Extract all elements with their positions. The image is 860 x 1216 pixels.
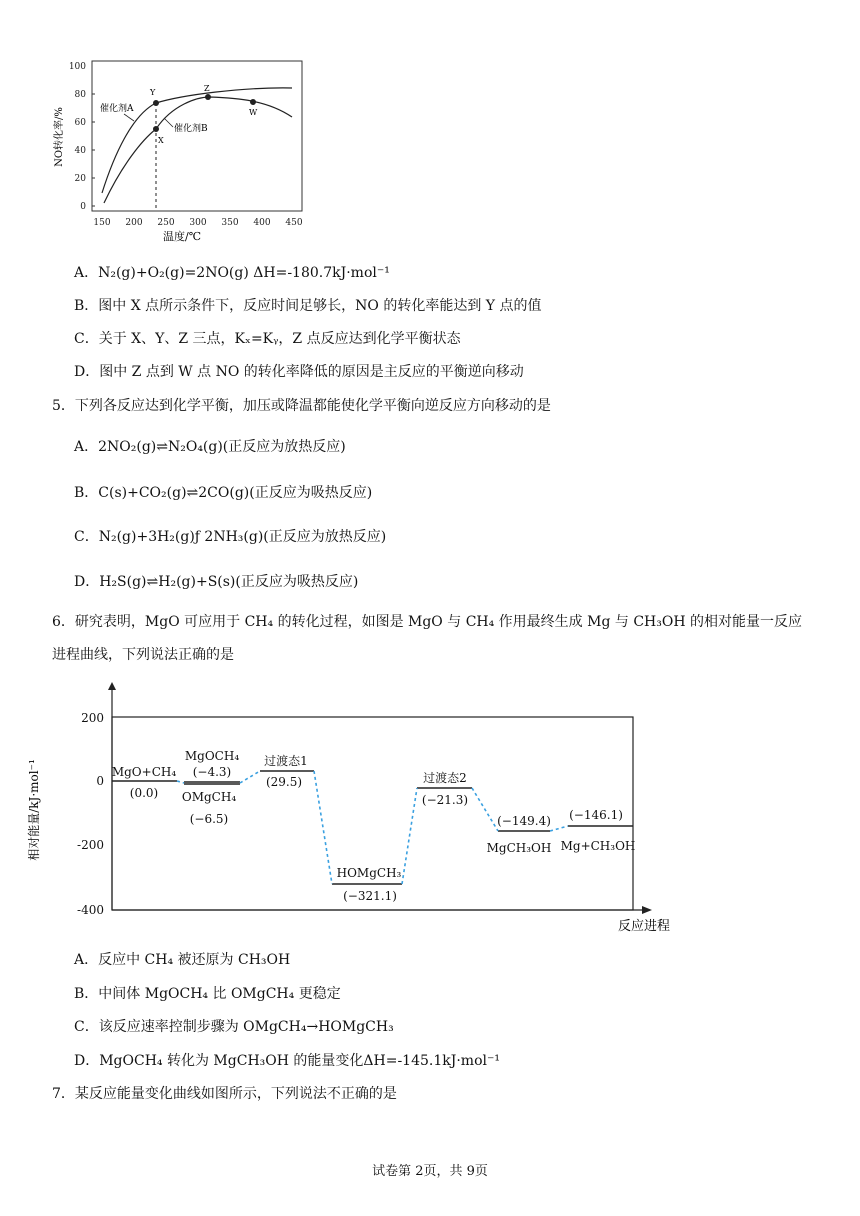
x-tick: 400 xyxy=(253,218,271,228)
state-name: MgOCH₄ xyxy=(184,749,240,763)
label-x: X xyxy=(158,136,164,145)
state-name: MgO+CH₄ xyxy=(111,765,177,779)
q6-stem-line2: 进程曲线，下列说法正确的是 xyxy=(52,647,234,663)
state-value: (−4.3) xyxy=(192,765,232,779)
state-value: (−6.5) xyxy=(189,812,229,826)
y-tick: 20 xyxy=(74,174,86,184)
q5-option-c: C．N₂(g)+3H₂(g)ƒ 2NH₃(g)(正反应为放热反应) xyxy=(74,529,387,545)
x-tick: 300 xyxy=(189,218,207,228)
q4-option-d: D．图中 Z 点到 W 点 NO 的转化率降低的原因是主反应的平衡逆向移动 xyxy=(74,364,524,380)
x-tick: 200 xyxy=(125,218,143,228)
label-w: W xyxy=(249,108,258,117)
y-tick: 60 xyxy=(74,118,86,128)
state-value: (−21.3) xyxy=(421,793,469,807)
label-z: Z xyxy=(204,84,210,93)
x-axis-label: 反应进程 xyxy=(618,919,671,934)
q4-option-b: B．图中 X 点所示条件下，反应时间足够长，NO 的转化率能达到 Y 点的值 xyxy=(74,298,542,314)
y-tick: -200 xyxy=(77,838,104,852)
q5-option-a: A．2NO₂(g)⇌N₂O₄(g)(正反应为放热反应) xyxy=(74,439,346,455)
state-name: MgCH₃OH xyxy=(486,841,552,855)
state-value: (−149.4) xyxy=(497,814,551,828)
q4-option-c: C．关于 X、Y、Z 三点，Kₓ=Kᵧ，Z 点反应达到化学平衡状态 xyxy=(74,331,461,347)
q6-option-b: B．中间体 MgOCH₄ 比 OMgCH₄ 更稳定 xyxy=(74,986,341,1002)
page-footer: 试卷第 2页，共 9页 xyxy=(372,1164,488,1179)
state-name: 过渡态2 xyxy=(423,771,467,785)
y-tick: 80 xyxy=(74,90,86,100)
q5-stem: 5．下列各反应达到化学平衡，加压或降温都能使化学平衡向逆反应方向移动的是 xyxy=(52,398,551,414)
y-tick: 100 xyxy=(68,62,86,72)
point-w xyxy=(250,99,256,105)
energy-profile-chart xyxy=(22,680,671,935)
q4-option-a: A．N₂(g)+O₂(g)=2NO(g) ΔH=-180.7kJ·mol⁻¹ xyxy=(74,265,390,281)
state-name: OMgCH₄ xyxy=(181,790,237,804)
no-conversion-chart xyxy=(52,55,312,245)
state-name: 过渡态1 xyxy=(264,754,308,768)
y-axis-label: NO转化率/% xyxy=(54,107,65,167)
q5-option-b: B．C(s)+CO₂(g)⇌2CO(g)(正反应为吸热反应) xyxy=(74,485,373,501)
point-z xyxy=(205,94,211,100)
q6-stem-line1: 6．研究表明，MgO 可应用于 CH₄ 的转化过程，如图是 MgO 与 CH₄ 作用最终生成 Mg 与 CH₃OH 的相对能量一反应 xyxy=(52,614,802,630)
state-value: (−321.1) xyxy=(343,889,397,903)
state-value: (−146.1) xyxy=(569,808,623,822)
q6-option-a: A．反应中 CH₄ 被还原为 CH₃OH xyxy=(74,952,291,968)
q6-option-c: C．该反应速率控制步骤为 OMgCH₄→HOMgCH₃ xyxy=(74,1019,394,1035)
state-name: Mg+CH₃OH xyxy=(560,839,636,853)
y-axis-label: 相对能量/kJ·mol⁻¹ xyxy=(27,759,41,861)
q7-stem: 7．某反应能量变化曲线如图所示，下列说法不正确的是 xyxy=(52,1086,397,1102)
y-tick: 200 xyxy=(81,711,104,725)
q6-option-d: D．MgOCH₄ 转化为 MgCH₃OH 的能量变化ΔH=-145.1kJ·mol⁻¹ xyxy=(74,1053,500,1069)
y-tick: 0 xyxy=(80,202,86,212)
state-value: (29.5) xyxy=(265,775,303,789)
x-tick: 350 xyxy=(221,218,239,228)
x-tick: 250 xyxy=(157,218,175,228)
label-catalyst-a: 催化剂A xyxy=(100,104,134,114)
label-catalyst-b: 催化剂B xyxy=(174,124,208,134)
state-value: (0.0) xyxy=(129,786,159,800)
x-tick: 150 xyxy=(93,218,111,228)
x-axis-label: 温度/℃ xyxy=(162,230,202,243)
point-y xyxy=(153,100,159,106)
y-tick: 40 xyxy=(74,146,86,156)
y-tick: 0 xyxy=(96,774,104,788)
point-x xyxy=(153,126,159,132)
state-name: HOMgCH₃ xyxy=(336,866,402,880)
y-tick: -400 xyxy=(77,903,104,917)
x-tick: 450 xyxy=(285,218,303,228)
q5-option-d: D．H₂S(g)⇌H₂(g)+S(s)(正反应为吸热反应) xyxy=(74,574,359,590)
label-y: Y xyxy=(150,88,156,97)
